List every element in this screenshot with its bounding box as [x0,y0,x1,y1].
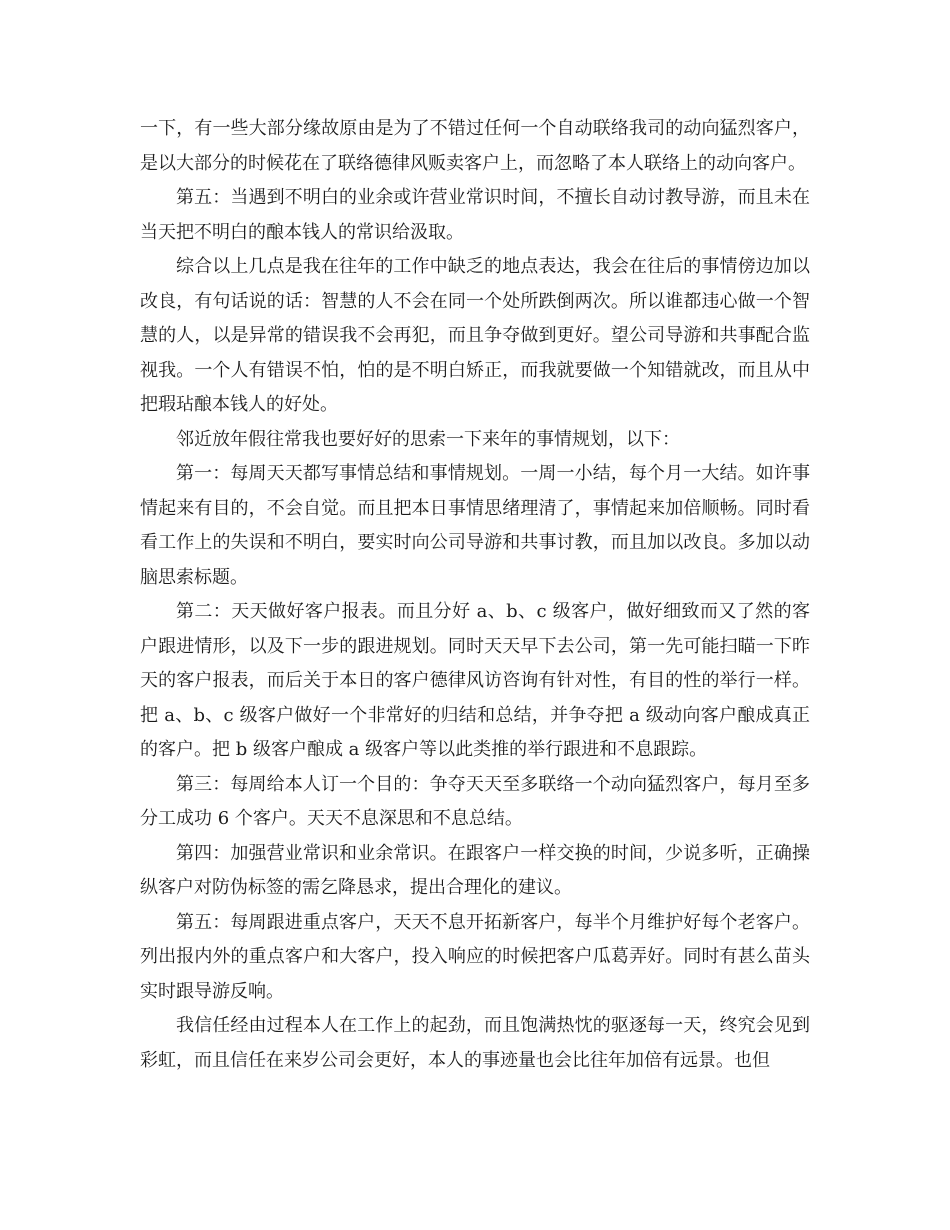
paragraph: 第二：天天做好客户报表。而且分好 a、b、c 级客户，做好细致而又了然的客户跟进情形，以及下一步的跟进规划。同时天天早下去公司，第一先可能扫瞄一下昨天的客户报表，而后关于本日的客户德律风访咨询有针对性，有目的性的举行一样。把 a、b、c 级客户做好一个非常好的归结和总结，并争夺把 a 级动向客户酿成真正的客户。把 b 级客户酿成 a 级客户等以此类推的举行跟进和不息跟踪。 [140,601,810,760]
paragraph: 第四：加强营业常识和业余常识。在跟客户一样交换的时间，少说多听，正确操纵客户对防伪标签的需乞降恳求，提出合理化的建议。 [140,842,810,898]
paragraph: 第五：当遇到不明白的业余或许营业常识时间，不擅长自动讨教导游，而且未在当天把不明白的酿本钱人的常识给汲取。 [140,187,810,243]
paragraph: 一下，有一些大部分缘故原由是为了不错过任何一个自动联络我司的动向猛烈客户，是以大部分的时候花在了联络德律风贩卖客户上，而忽略了本人联络上的动向客户。 [140,118,810,174]
document-body [140,112,810,1078]
paragraph: 综合以上几点是我在往年的工作中缺乏的地点表达，我会在往后的事情傍边加以改良，有句话说的话：智慧的人不会在同一个处所跌倒两次。所以谁都违心做一个智慧的人，以是异常的错误我不会再犯，而且争夺做到更好。望公司导游和共事配合监视我。一个人有错误不怕，怕的是不明白矫正，而我就要做一个知错就改，而且从中把瑕玷酿本钱人的好处。 [140,256,810,415]
paragraph: 第一：每周天天都写事情总结和事情规划。一周一小结，每个月一大结。如许事情起来有目的，不会自觉。而且把本日事情思绪理清了，事情起来加倍顺畅。同时看看工作上的失误和不明白，要实时向公司导游和共事讨教，而且加以改良。多加以动脑思索标题。 [140,463,810,588]
paragraph: 邻近放年假往常我也要好好的思索一下来年的事情规划，以下： [176,428,680,450]
paragraph: 我信任经由过程本人在工作上的起劲，而且饱满热忱的驱逐每一天，终究会见到彩虹，而且信任在来岁公司会更好，本人的事迹量也会比往年加倍有远景。也但 [140,1015,810,1071]
paragraph: 第五：每周跟进重点客户，天天不息开拓新客户，每半个月维护好每个老客户。列出报内外的重点客户和大客户，投入响应的时候把客户瓜葛弄好。同时有甚么苗头实时跟导游反响。 [140,911,810,1002]
paragraph: 第三：每周给本人订一个目的：争夺天天至多联络一个动向猛烈客户，每月至多分工成功 6 个客户。天天不息深思和不息总结。 [140,773,810,829]
